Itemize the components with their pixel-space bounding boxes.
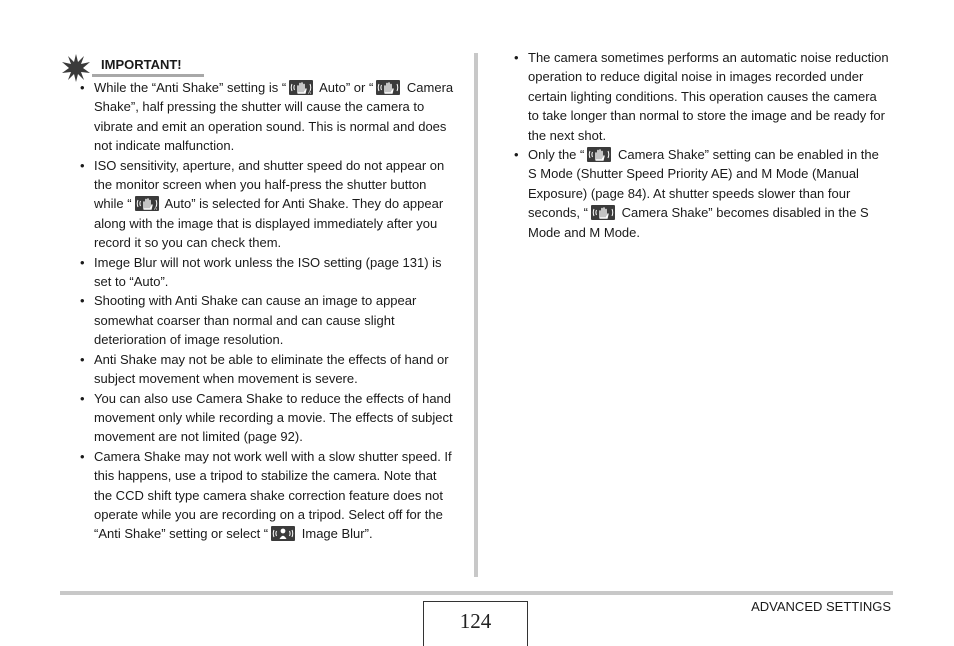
bullet-item [514, 145, 890, 242]
camera-shake-icon [587, 147, 611, 162]
bullet-item [80, 291, 456, 349]
bullet-text: Camera Shake may not work well with a slow shutter speed. If this happens, use a tripod to stabilize the camera. Note that the CCD shift type camera shake correction feature does not operate while you are recording on a tripod. Select off for the “Anti Shake” setting or select “ [94, 448, 452, 542]
left-column [80, 78, 456, 544]
bullet-item [80, 253, 456, 292]
bullet-text: Camera Shake” becomes disabled in the S Mode and M Mode. [528, 205, 869, 240]
bullet-text: Anti Shake may not be able to eliminate the effects of hand or subject movement when movement is severe. [94, 351, 449, 387]
bullet-text: Camera Shake”, half pressing the shutter will cause the camera to vibrate and emit an operation sound. This is normal and does not indicate malfunction. [94, 80, 454, 154]
bullet-text: Auto” is selected for Anti Shake. They do appear along with the image that is displayed immediately after you record it so you can check them. [94, 196, 444, 251]
bullet-text: Image Blur”. [298, 526, 373, 542]
bullet-item [80, 156, 456, 253]
right-bullet-list [514, 48, 890, 242]
important-label: IMPORTANT! [101, 57, 182, 72]
right-column [514, 48, 890, 242]
bullet-text: ISO sensitivity, aperture, and shutter speed do not appear on the monitor screen when you half-press the shutter button while “ [94, 157, 445, 212]
anti-shake-auto-icon [135, 196, 159, 211]
bullet-text: Imege Blur will not work unless the ISO setting (page 131) is set to “Auto”. [94, 254, 442, 290]
page-number: 124 [423, 601, 528, 646]
bullet-text: Camera Shake” setting can be enabled in the S Mode (Shutter Speed Priority AE) and M Mode (Manual Exposure) (page 84). At shutter speeds slower than four seconds, “ [528, 147, 879, 221]
camera-shake-icon [591, 205, 615, 220]
left-bullet-list [80, 78, 456, 544]
image-blur-icon [271, 526, 295, 541]
svg-text:A: A [153, 206, 157, 212]
anti-shake-auto-icon [289, 80, 313, 95]
bullet-text: Auto” or “ [316, 80, 374, 95]
bullet-text: Shooting with Anti Shake can cause an image to appear somewhat coarser than normal and can cause slight deterioration of image resolution. [94, 293, 417, 348]
bullet-text: Only the “ [528, 147, 585, 163]
bullet-item [514, 48, 890, 145]
svg-text:A: A [308, 90, 312, 95]
camera-shake-icon [376, 80, 400, 95]
important-underline [92, 74, 204, 77]
footer-rule [60, 591, 893, 595]
important-header [62, 54, 212, 78]
bullet-text: The camera sometimes performs an automatic noise reduction operation to reduce digital noise in images recorded under certain lighting conditions. This operation causes the camera to take longer than normal to store the image and be ready for the next shot. [528, 50, 889, 143]
bullet-item [80, 389, 456, 447]
bullet-item [80, 447, 456, 544]
bullet-item [80, 78, 456, 156]
section-title: ADVANCED SETTINGS [751, 599, 891, 614]
column-divider [474, 53, 478, 577]
bullet-text: While the “Anti Shake” setting is “ [94, 80, 287, 95]
bullet-item [80, 350, 456, 389]
bullet-text: You can also use Camera Shake to reduce the effects of hand movement only while recording a movie. The effects of subject movement are not limited (page 92). [94, 390, 453, 445]
